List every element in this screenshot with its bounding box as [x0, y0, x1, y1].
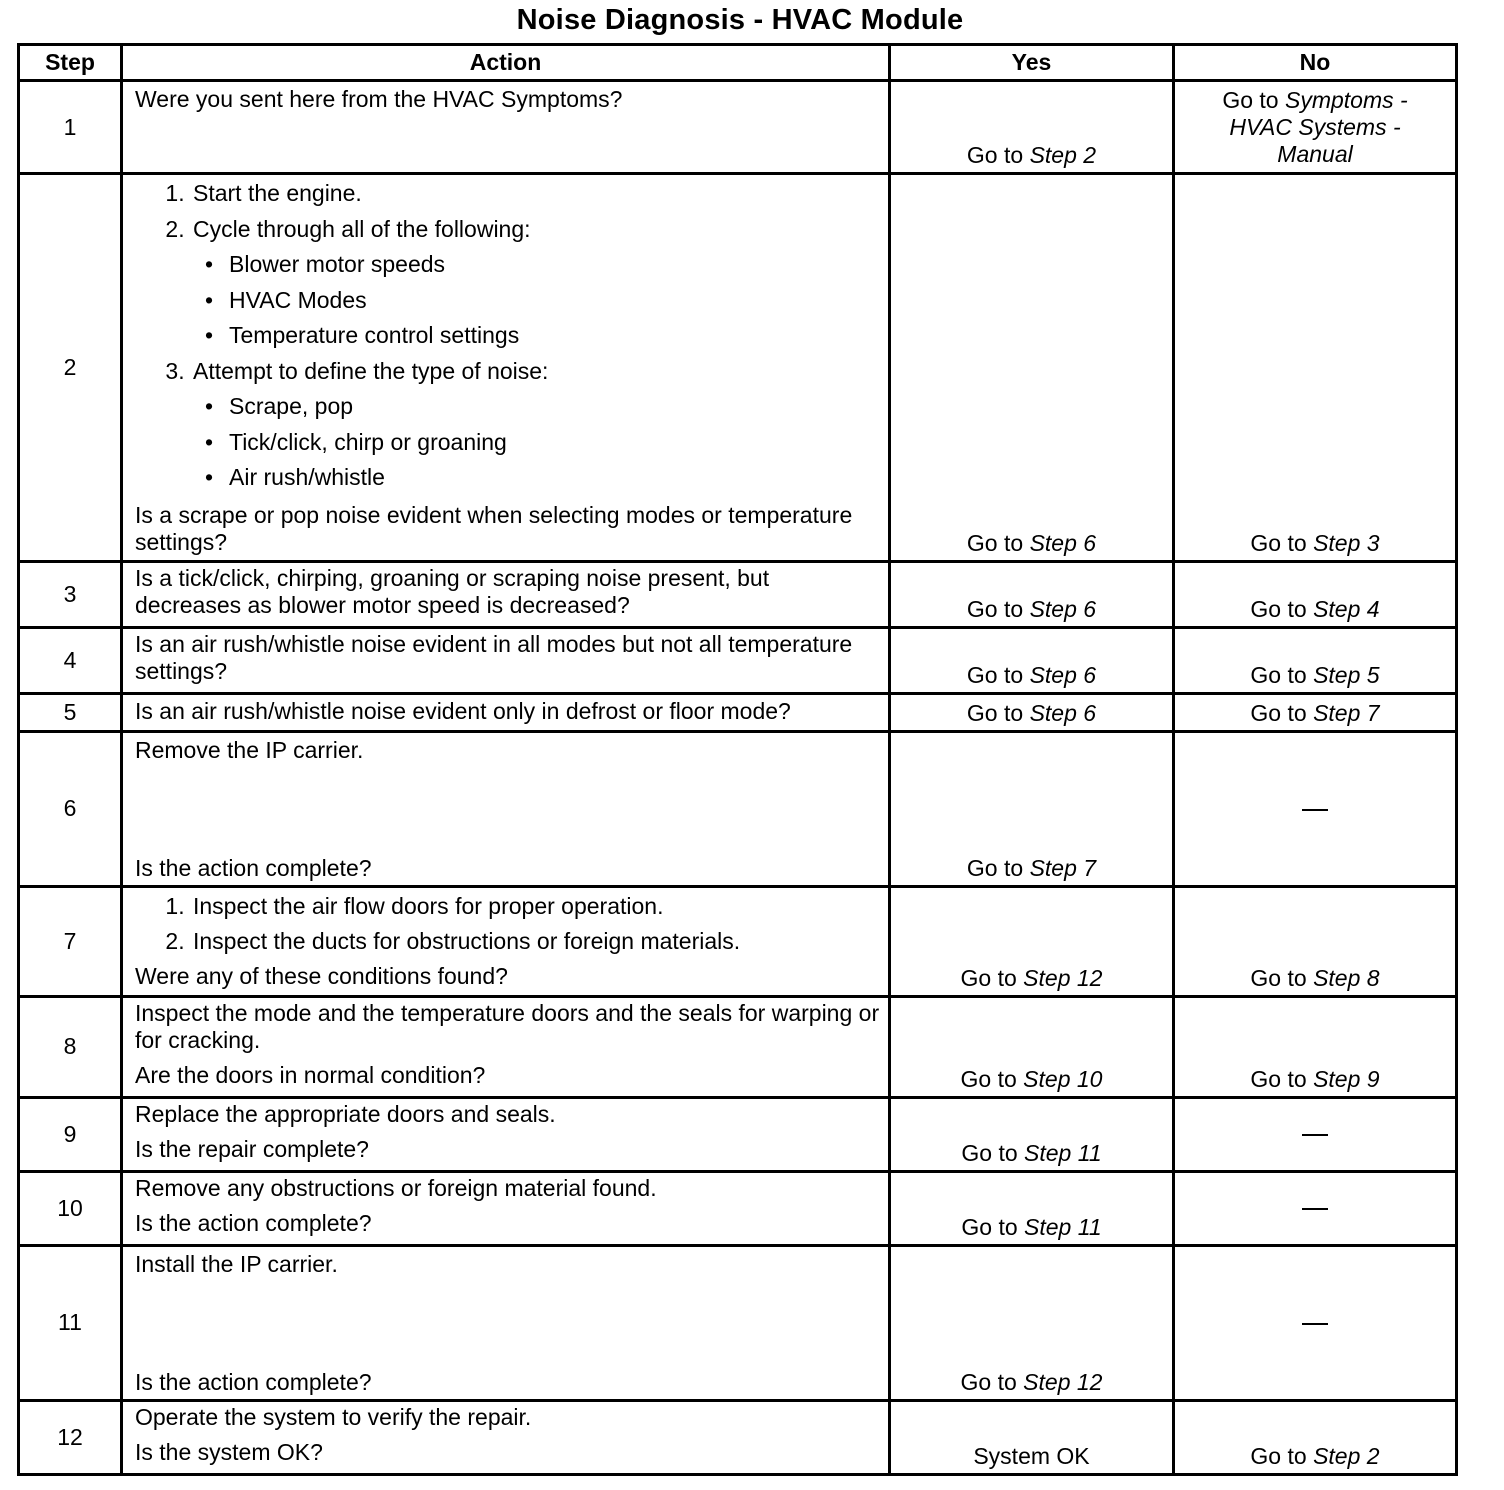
list-item: • Air rush/whistle [229, 460, 880, 496]
action-text: Install the IP carrier. [135, 1250, 338, 1277]
table-row [19, 627, 1457, 693]
list-item: 1. Inspect the air flow doors for proper operation. [191, 889, 880, 925]
step-number: 6 [19, 731, 122, 886]
no-cell: Go to Symptoms - HVAC Systems - Manual [1174, 81, 1457, 174]
bullet-list [193, 389, 880, 496]
list-item: 2. Cycle through all of the following: • Blower motor speeds • HVAC Modes • Temperature control settings [191, 212, 880, 354]
no-cell [1174, 1097, 1457, 1171]
list-item: 1. Start the engine. [191, 176, 880, 212]
step-link: Step 5 [1313, 661, 1380, 688]
action-text: Is a tick/click, chirping, groaning or scraping noise present, but decreases as blower motor speed is decreased? [135, 564, 770, 618]
action-cell [122, 1245, 890, 1400]
header-no: No [1174, 45, 1457, 81]
symptoms-link: HVAC Systems - [1229, 114, 1401, 140]
step-link: Step 4 [1313, 595, 1380, 622]
action-cell [122, 731, 890, 886]
no-cell: Go to Step 4 [1174, 561, 1457, 627]
action-cell [122, 886, 890, 996]
diagnosis-table [17, 43, 1458, 1476]
action-text: Were you sent here from the HVAC Symptoms? [135, 86, 623, 112]
table-row [19, 886, 1457, 996]
action-text: Inspect the mode and the temperature doors and the seals for warping or for cracking. [135, 999, 880, 1053]
action-cell [122, 1097, 890, 1171]
step-number: 2 [19, 174, 122, 562]
no-cell [1174, 1245, 1457, 1400]
no-cell: Go to Step 7 [1174, 693, 1457, 731]
step-link: Step 10 [1023, 1065, 1103, 1092]
step-link: Step 3 [1313, 529, 1380, 556]
step-link: Step 12 [1023, 964, 1103, 991]
step-number: 9 [19, 1097, 122, 1171]
system-ok-text: System OK [973, 1442, 1090, 1469]
list-item: • Tick/click, chirp or groaning [229, 425, 880, 461]
step-number: 4 [19, 627, 122, 693]
dash-mark [1302, 809, 1328, 811]
yes-cell: Go to Step 6 [890, 561, 1174, 627]
numbered-list [135, 889, 880, 960]
step-number: 1 [19, 81, 122, 174]
yes-cell: Go to Step 7 [890, 731, 1174, 886]
yes-cell: Go to Step 10 [890, 996, 1174, 1097]
no-cell: Go to Step 2 [1174, 1400, 1457, 1474]
question-text: Is the repair complete? [135, 1135, 369, 1162]
action-cell [122, 174, 890, 562]
step-link: Step 12 [1023, 1368, 1103, 1395]
question-text: Is the action complete? [135, 1209, 372, 1236]
step-number: 10 [19, 1171, 122, 1245]
symptoms-link: Manual [1277, 141, 1353, 167]
yes-cell [890, 1400, 1174, 1474]
action-cell [122, 1400, 890, 1474]
step-link: Step 11 [1024, 1139, 1102, 1166]
question-text: Were any of these conditions found? [135, 962, 508, 989]
action-cell [122, 693, 890, 731]
yes-cell: Go to Step 12 [890, 1245, 1174, 1400]
step-number: 8 [19, 996, 122, 1097]
table-row [19, 1400, 1457, 1474]
step-number: 3 [19, 561, 122, 627]
action-cell [122, 81, 890, 174]
table-row [19, 81, 1457, 174]
header-row [19, 45, 1457, 81]
table-row [19, 561, 1457, 627]
action-cell [122, 561, 890, 627]
no-cell: Go to Step 5 [1174, 627, 1457, 693]
table-row [19, 731, 1457, 886]
header-action: Action [122, 45, 890, 81]
action-text: Remove any obstructions or foreign material found. [135, 1174, 657, 1201]
step-link: Step 11 [1024, 1213, 1102, 1240]
action-cell [122, 996, 890, 1097]
question-text: Is the action complete? [135, 854, 372, 881]
step-number: 12 [19, 1400, 122, 1474]
dash-mark [1302, 1208, 1328, 1210]
table-row [19, 1097, 1457, 1171]
no-cell [1174, 731, 1457, 886]
no-cell: Go to Step 9 [1174, 996, 1457, 1097]
step-link: Step 7 [1029, 854, 1097, 881]
header-yes: Yes [890, 45, 1174, 81]
yes-cell: Go to Step 11 [890, 1171, 1174, 1245]
table-row [19, 1171, 1457, 1245]
page-title: Noise Diagnosis - HVAC Module [516, 4, 964, 36]
action-text: Replace the appropriate doors and seals. [135, 1100, 556, 1127]
action-text: Remove the IP carrier. [135, 736, 364, 763]
numbered-list [135, 176, 880, 496]
action-text: Operate the system to verify the repair. [135, 1403, 532, 1430]
step-link: Step 2 [1029, 142, 1097, 168]
step-link: Step 6 [1029, 661, 1097, 688]
table-row [19, 693, 1457, 731]
list-item: 2. Inspect the ducts for obstructions or foreign materials. [191, 924, 880, 960]
step-number: 5 [19, 693, 122, 731]
table-row [19, 174, 1457, 562]
table-row [19, 1245, 1457, 1400]
no-cell: Go to Step 3 [1174, 174, 1457, 562]
list-item: • Scrape, pop [229, 389, 880, 425]
dash-mark [1302, 1323, 1328, 1325]
list-item: • HVAC Modes [229, 283, 880, 319]
table-row [19, 996, 1457, 1097]
no-cell [1174, 1171, 1457, 1245]
step-link: Step 9 [1313, 1065, 1380, 1092]
list-item: 3. Attempt to define the type of noise: • Scrape, pop • Tick/click, chirp or groaning • Air rush/whistle [191, 354, 880, 496]
yes-cell: Go to Step 2 [890, 81, 1174, 174]
step-number: 11 [19, 1245, 122, 1400]
list-item: • Blower motor speeds [229, 247, 880, 283]
dash-mark [1302, 1134, 1328, 1136]
step-link: Step 7 [1313, 699, 1380, 726]
step-link: Step 6 [1029, 595, 1097, 622]
question-text: Is a scrape or pop noise evident when selecting modes or temperature settings? [135, 501, 853, 555]
action-text: Is an air rush/whistle noise evident only in defrost or floor mode? [135, 697, 791, 724]
action-cell [122, 627, 890, 693]
bullet-list [193, 247, 880, 354]
step-link: Step 6 [1029, 699, 1097, 726]
question-text: Are the doors in normal condition? [135, 1061, 486, 1088]
header-step: Step [19, 45, 122, 81]
action-text: Is an air rush/whistle noise evident in all modes but not all temperature settings? [135, 630, 853, 684]
step-link: Step 6 [1029, 529, 1097, 556]
symptoms-link: Symptoms - [1284, 87, 1408, 113]
yes-cell: Go to Step 6 [890, 693, 1174, 731]
yes-cell: Go to Step 6 [890, 627, 1174, 693]
no-cell: Go to Step 8 [1174, 886, 1457, 996]
step-number: 7 [19, 886, 122, 996]
step-link: Step 8 [1313, 964, 1380, 991]
action-cell [122, 1171, 890, 1245]
yes-cell: Go to Step 6 [890, 174, 1174, 562]
step-link: Step 2 [1313, 1442, 1380, 1469]
list-item: • Temperature control settings [229, 318, 880, 354]
question-text: Is the system OK? [135, 1438, 323, 1465]
question-text: Is the action complete? [135, 1368, 372, 1395]
yes-cell: Go to Step 11 [890, 1097, 1174, 1171]
yes-cell: Go to Step 12 [890, 886, 1174, 996]
